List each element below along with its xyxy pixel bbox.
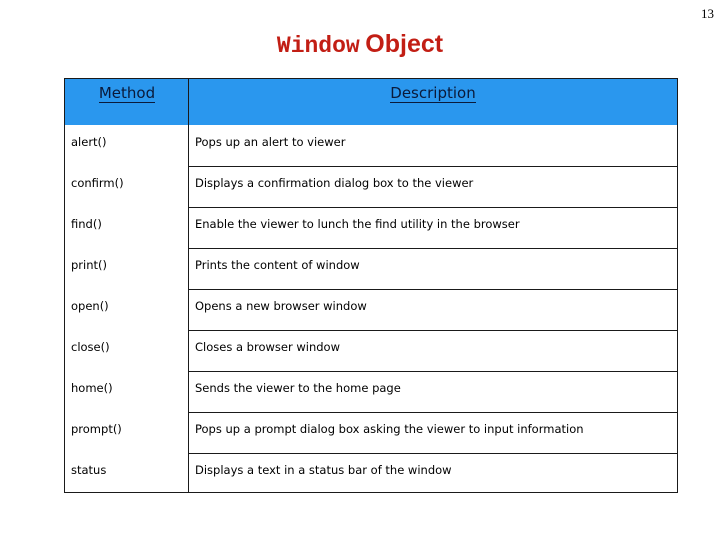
description-header-label: Description: [390, 84, 476, 102]
column-divider: [188, 79, 189, 492]
method-cell: home(): [71, 381, 113, 395]
title-text-part: Object: [365, 30, 444, 58]
description-cell: Enable the viewer to lunch the find utility in the browser: [195, 217, 520, 231]
row-divider: [189, 207, 677, 208]
table-row: [65, 125, 677, 166]
method-cell: find(): [71, 217, 102, 231]
row-divider: [189, 453, 677, 454]
row-divider: [189, 166, 677, 167]
method-header-label: Method: [98, 84, 156, 102]
table-row: [65, 166, 677, 207]
method-cell: confirm(): [71, 176, 124, 190]
method-cell: status: [71, 463, 107, 477]
description-cell: Closes a browser window: [195, 340, 340, 354]
method-cell: print(): [71, 258, 107, 272]
description-cell: Displays a confirmation dialog box to the viewer: [195, 176, 474, 190]
row-divider: [189, 371, 677, 372]
description-column-header: [189, 79, 677, 125]
table-row: [65, 289, 677, 330]
method-cell: alert(): [71, 135, 107, 149]
title-code-part: Window: [276, 33, 360, 59]
method-column-header: [65, 79, 189, 125]
method-cell: close(): [71, 340, 110, 354]
description-cell: Displays a text in a status bar of the window: [195, 463, 452, 477]
table-header-row: [65, 79, 677, 125]
description-cell: Prints the content of window: [195, 258, 360, 272]
row-divider: [189, 248, 677, 249]
page-number: 13: [701, 6, 714, 21]
description-cell: Opens a new browser window: [195, 299, 367, 313]
description-cell: Sends the viewer to the home page: [195, 381, 401, 395]
table-row: [65, 330, 677, 371]
table-row: [65, 412, 677, 453]
table-row: [65, 453, 677, 494]
methods-table: [64, 78, 678, 493]
table-row: [65, 207, 677, 248]
table-row: [65, 371, 677, 412]
method-cell: open(): [71, 299, 109, 313]
slide-title: [0, 30, 720, 59]
row-divider: [189, 289, 677, 290]
row-divider: [189, 330, 677, 331]
description-cell: Pops up an alert to viewer: [195, 135, 346, 149]
method-cell: prompt(): [71, 422, 122, 436]
row-divider: [189, 412, 677, 413]
description-cell: Pops up a prompt dialog box asking the viewer to input information: [195, 422, 584, 436]
table-row: [65, 248, 677, 289]
